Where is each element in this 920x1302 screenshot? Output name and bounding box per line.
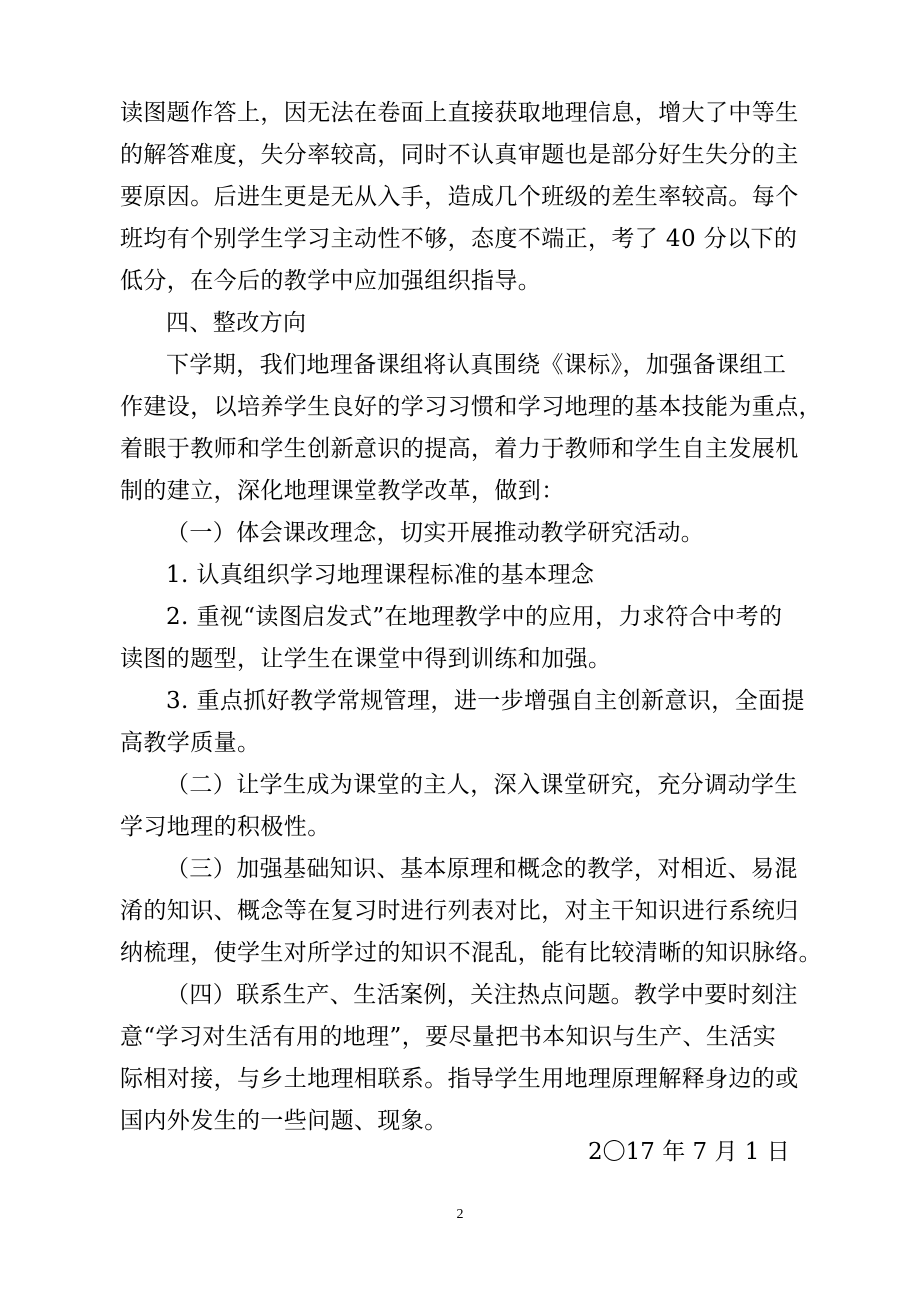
document-date: 2〇17 年 7 月 1 日 <box>588 1139 790 1165</box>
list-item: 3. 重点抓好教学常规管理，进一步增强自主创新意识，全面提 <box>166 688 805 714</box>
text-line: 着眼于教师和学生创新意识的提高，着力于教师和学生自主发展机 <box>120 436 799 462</box>
list-item: 2. 重视“读图启发式”在地理教学中的应用，力求符合中考的 <box>166 604 783 630</box>
text-line: 班均有个别学生学习主动性不够，态度不端正，考了 40 分以下的 <box>120 226 798 252</box>
text-line: 的解答难度，失分率较高，同时不认真审题也是部分好生失分的主 <box>120 142 799 168</box>
list-item: 1. 认真组织学习地理课程标准的基本理念 <box>166 562 595 588</box>
paragraph-start: 下学期，我们地理备课组将认真围绕《课标》，加强备课组工 <box>166 352 787 378</box>
text-line: 学习地理的积极性。 <box>120 814 331 840</box>
text-line: 高教学质量。 <box>120 730 261 756</box>
text-line: 作建设，以培养学生良好的学习习惯和学习地理的基本技能为重点， <box>120 394 822 420</box>
subsection-heading: （三）加强基础知识、基本原理和概念的教学，对相近、易混 <box>166 856 798 882</box>
text-line: 国内外发生的一些问题、现象。 <box>120 1108 448 1134</box>
subsection-heading: （四）联系生产、生活案例，关注热点问题。教学中要时刻注 <box>166 982 798 1008</box>
subsection-heading: （一）体会课改理念，切实开展推动教学研究活动。 <box>166 520 705 546</box>
text-line: 读图题作答上，因无法在卷面上直接获取地理信息，增大了中等生 <box>120 100 799 126</box>
text-line: 际相对接，与乡土地理相联系。指导学生用地理原理解释身边的或 <box>120 1066 799 1092</box>
subsection-heading: （二）让学生成为课堂的主人，深入课堂研究，充分调动学生 <box>166 772 798 798</box>
text-line: 制的建立，深化地理课堂教学改革，做到： <box>120 478 565 504</box>
page-number: 2 <box>456 1207 464 1222</box>
text-line: 读图的题型，让学生在课堂中得到训练和加强。 <box>120 646 612 672</box>
body-text <box>120 92 832 1142</box>
text-line: 纳梳理，使学生对所学过的知识不混乱，能有比较清晰的知识脉络。 <box>120 940 822 966</box>
text-line: 淆的知识、概念等在复习时进行列表对比，对主干知识进行系统归 <box>120 898 799 924</box>
text-line: 意“学习对生活有用的地理”，要尽量把书本知识与生产、生活实 <box>120 1024 777 1050</box>
text-line: 低分，在今后的教学中应加强组织指导。 <box>120 268 542 294</box>
text-line: 要原因。后进生更是无从入手，造成几个班级的差生率较高。每个 <box>120 184 799 210</box>
section-heading: 四、整改方向 <box>166 310 307 336</box>
